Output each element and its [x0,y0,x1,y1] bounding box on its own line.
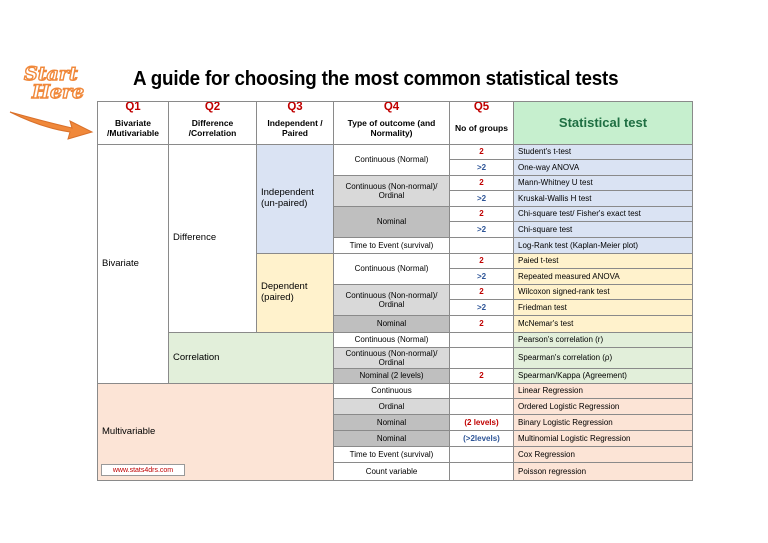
outcome-continuous-nonnormal: Continuous (Non-normal)/ Ordinal [333,284,450,316]
outcome-continuous: Continuous [333,383,450,399]
group-count: >2 [449,299,514,316]
outcome-continuous-nonnormal: Continuous (Non-normal)/ Ordinal [333,175,450,207]
outcome-nominal: Nominal [333,315,450,333]
group-count: >2 [449,268,514,285]
test-name: Repeated measured ANOVA [513,268,693,285]
q2-correlation: Correlation [168,332,334,384]
test-name: Mann-Whitney U test [513,175,693,191]
start-here-logo [6,60,106,140]
test-name: Spearman's correlation (ρ) [513,347,693,369]
group-count: 2 [449,206,514,222]
group-count [449,347,514,369]
test-name: Poisson regression [513,462,693,481]
arrow-icon [10,112,92,139]
group-count [449,398,514,415]
test-name: Log-Rank test (Kaplan-Meier plot) [513,237,693,254]
test-name: Friedman test [513,299,693,316]
statistical-test-header: Statistical test [513,101,693,145]
q1-subheader: Bivariate /Mutivariable [97,114,169,145]
logo-start-text: Start [24,63,78,85]
group-count: 2 [449,144,514,160]
test-name: Chi-square test [513,221,693,238]
group-count: 2 [449,284,514,300]
q3-subheader: Independent / Paired [256,114,334,145]
outcome-continuous-normal: Continuous (Normal) [333,253,450,285]
outcome-continuous-nonnormal: Continuous (Non-normal)/ Ordinal [333,347,450,369]
q5-header: Q5 [449,101,514,114]
outcome-time-to-event: Time to Event (survival) [333,446,450,463]
group-count: (2 levels) [449,414,514,431]
q1-bivariate: Bivariate [97,144,169,384]
outcome-time-to-event: Time to Event (survival) [333,237,450,254]
test-name: Pearson's correlation (r) [513,332,693,348]
test-name: Binary Logistic Regression [513,414,693,431]
test-name: Paied t-test [513,253,693,269]
test-name: Kruskal-Wallis H test [513,190,693,207]
outcome-count: Count variable [333,462,450,481]
q3-dependent: Dependent (paired) [256,253,334,333]
outcome-ordinal: Ordinal [333,398,450,415]
test-name: Wilcoxon signed-rank test [513,284,693,300]
group-count [449,462,514,481]
outcome-nominal: Nominal [333,414,450,431]
outcome-nominal-2-levels: Nominal (2 levels) [333,368,450,384]
group-count: >2 [449,159,514,176]
group-count [449,446,514,463]
test-name: Linear Regression [513,383,693,399]
test-name: Ordered Logistic Regression [513,398,693,415]
group-count [449,332,514,348]
outcome-nominal: Nominal [333,430,450,447]
test-name: McNemar's test [513,315,693,333]
q3-independent: Independent (un-paired) [256,144,334,254]
group-count: 2 [449,253,514,269]
group-count: 2 [449,315,514,333]
q5-subheader: No of groups [449,114,514,145]
outcome-continuous-normal: Continuous (Normal) [333,144,450,176]
q4-header: Q4 [333,101,450,114]
page-title: A guide for choosing the most common statistical tests [133,68,619,90]
group-count: >2 [449,221,514,238]
test-name: Student's t-test [513,144,693,160]
q3-header: Q3 [256,101,334,114]
logo-here-text: Here [32,81,85,103]
q1-header: Q1 [97,101,169,114]
test-name: Cox Regression [513,446,693,463]
group-count [449,237,514,254]
test-name: One-way ANOVA [513,159,693,176]
decision-table [97,101,693,481]
group-count: 2 [449,175,514,191]
q1-multivariable: Multivariable [97,383,335,481]
q2-header: Q2 [168,101,257,114]
outcome-nominal: Nominal [333,206,450,238]
test-name: Multinomial Logistic Regression [513,430,693,447]
q2-subheader: Difference /Correlation [168,114,257,145]
group-count: >2 [449,190,514,207]
q2-difference: Difference [168,144,257,333]
q4-subheader: Type of outcome (and Normality) [333,114,450,145]
test-name: Chi-square test/ Fisher's exact test [513,206,693,222]
group-count: (>2levels) [449,430,514,447]
outcome-continuous-normal: Continuous (Normal) [333,332,450,348]
group-count: 2 [449,368,514,384]
website-link[interactable]: www.stats4drs.com [101,464,185,476]
test-name: Spearman/Kappa (Agreement) [513,368,693,384]
group-count [449,383,514,399]
